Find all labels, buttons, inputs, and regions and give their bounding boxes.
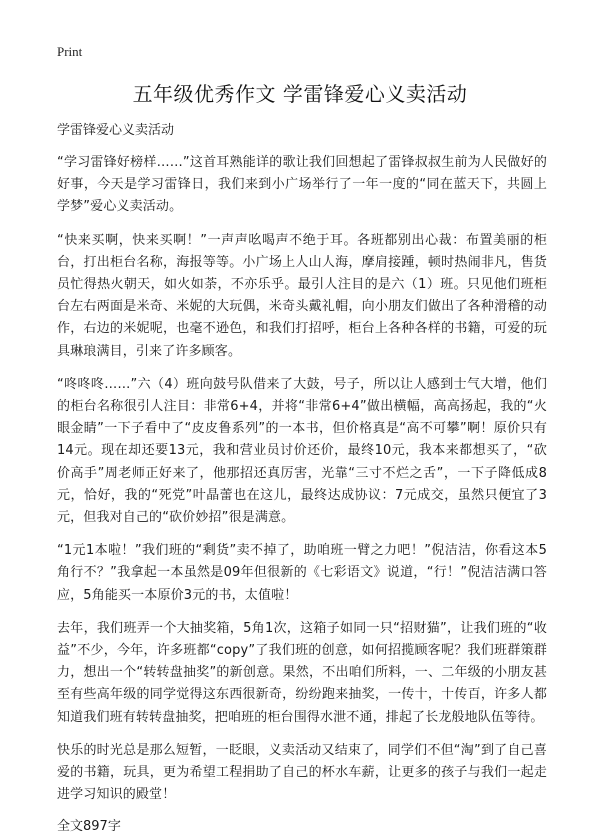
paragraph: “咚咚咚……”六（4）班向鼓号队借来了大鼓，号子，所以让人感到士气大增，他们的柜台名称很引人注目：非常6+4，并将“非常6+4”做出横幅，高高扬起，我的“火眼金睛”一下子看中了“皮皮鲁系列”的一本书，但价格真是“高不可攀”啊！原价只有14元。现在却还要13元，我和营业员讨价还价，最终10元，我本来都想买了，“砍价高手”周老师正好来了，他那招还真厉害，光靠“三寸不烂之舌”，一下子降低成8元，恰好，我的“死党”叶晶蕾也在这儿，最终达成协议：7元成交，虽然只便宜了3元，但我对自己的“砍价妙招”很是满意。 (57, 376, 547, 526)
paragraph: 快乐的时光总是那么短暂，一眨眼，义卖活动又结束了，同学们不但“淘”到了自己喜爱的书籍，玩具，更为希望工程捐助了自己的杯水车薪，让更多的孩子与我们一起走进学习知识的殿堂！ (57, 742, 547, 803)
paragraph: “1元1本啦！”我们班的“剩货”卖不掉了，助咱班一臂之力吧！”倪洁洁，你看这本5角行不？”我拿起一本虽然是09年但很新的《七彩语文》说道，“行！”倪洁洁满口答应，5角能买一本原价3元的书，太值啦！ (57, 543, 547, 603)
paragraph: “快来买啊，快来买啊！”一声声吆喝声不绝于耳。各班都别出心裁：布置美丽的柜台，打出柜台名称，海报等等。小广场上人山人海，摩肩接踵，顿时热闹非凡，售货员忙得热火朝天，如火如荼，不亦乐乎。最引人注目的是六（1）班。只见他们班柜台左右两面是米奇、米妮的大玩偶，米奇头戴礼帽，向小朋友们做出了各种滑稽的动作，右边的米妮呢，也毫不逊色，和我们打招呼，柜台上各种各样的书籍，可爱的玩具琳琅满目，引来了许多顾客。 (57, 232, 547, 359)
print-link[interactable]: Print (57, 44, 83, 59)
page-title: 五年级优秀作文 学雷锋爱心义卖活动 (132, 82, 468, 106)
paragraph: 去年，我们班弄一个大抽奖箱，5角1次，这箱子如同一只“招财猫”，让我们班的“收益”不少，今年，许多班都“copy”了我们班的创意，如何招揽顾客呢？我们班群策群力，想出一个“转转盘抽奖”的新创意。果然，不出咱们所料，一、二年级的小朋友甚至有些高年级的同学觉得这东西很新奇，纷纷跑来抽奖，一传十，十传百，许多人都知道我们班有转转盘抽奖，把咱班的柜台围得水泄不通，排起了长龙般地队伍等待。 (57, 620, 547, 725)
article-subtitle: 学雷锋爱心义卖活动 (57, 123, 175, 138)
paragraph: “学习雷锋好榜样……”这首耳熟能详的歌让我们回想起了雷锋叔叔生前为人民做好的好事，今天是学习雷锋日，我们来到小广场举行了一年一度的“同在蓝天下，共圆上学梦”爱心义卖活动。 (57, 155, 547, 215)
article-body (57, 121, 547, 837)
word-count: 全文897字 (57, 819, 121, 835)
